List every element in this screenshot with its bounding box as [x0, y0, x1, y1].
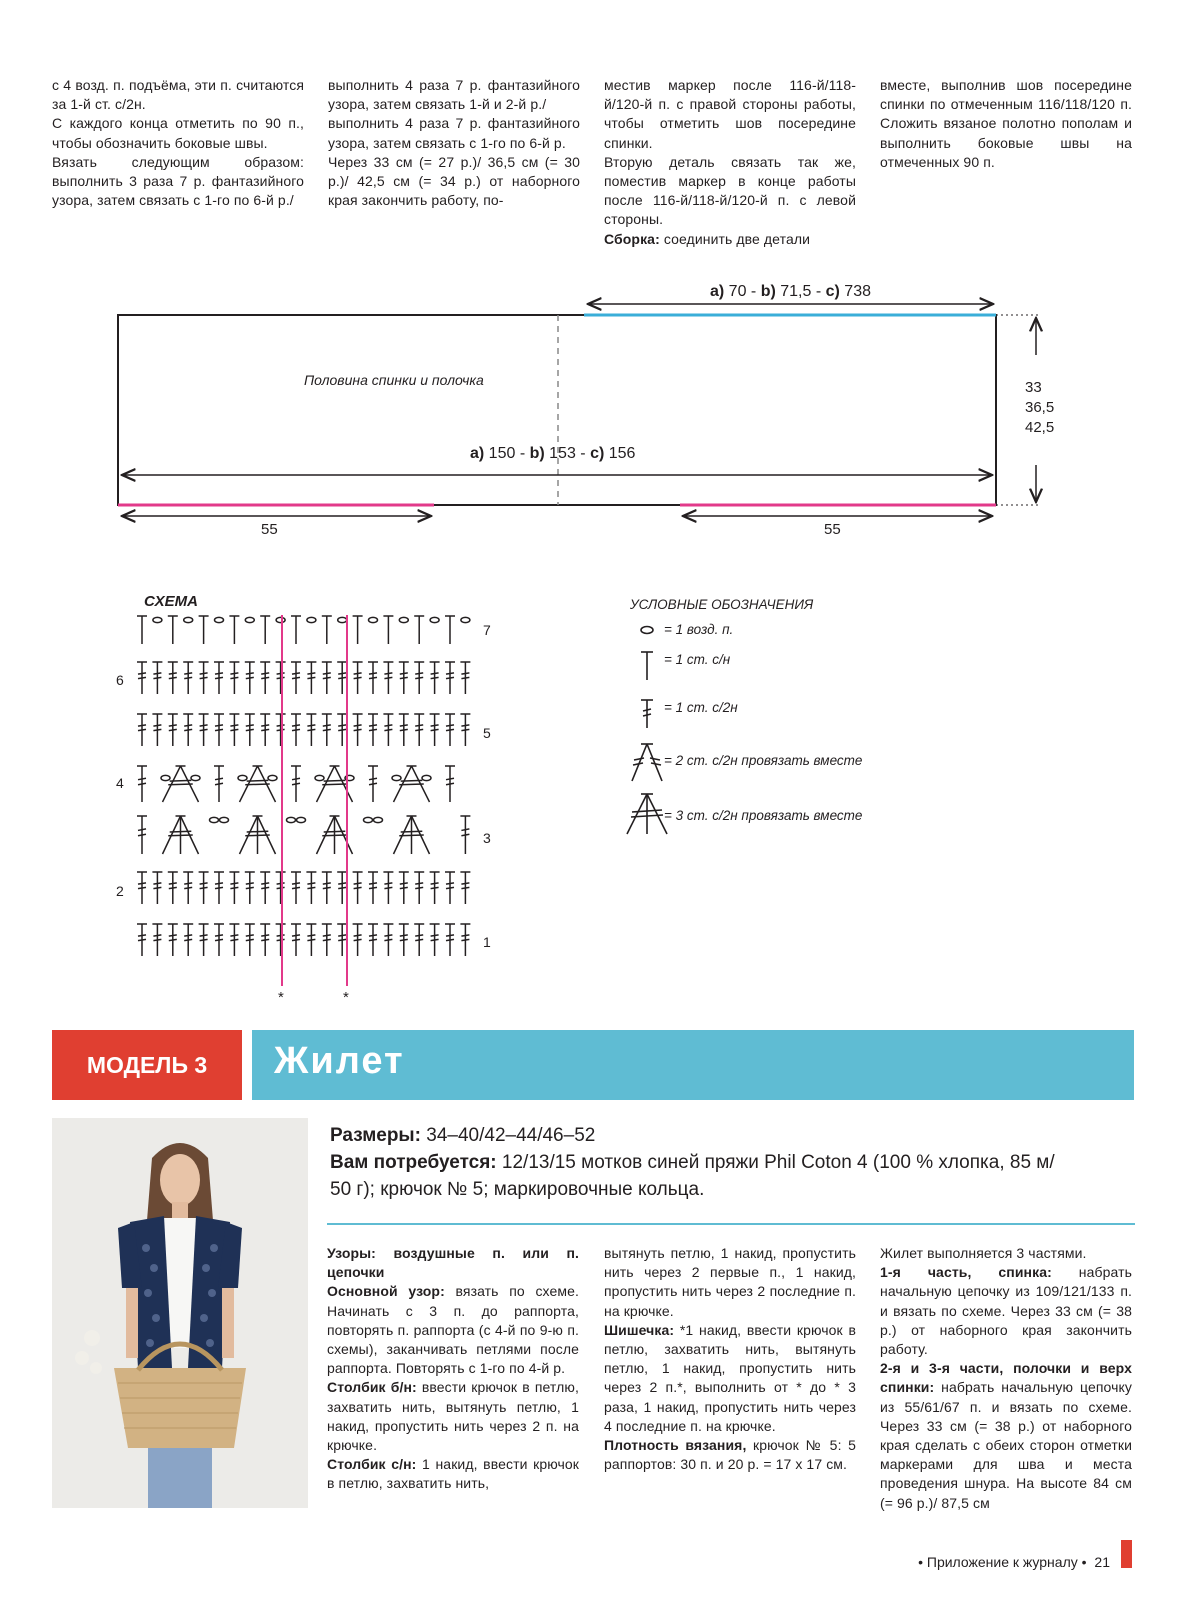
sizes-line	[330, 1122, 595, 1149]
hdc-stitch	[137, 816, 147, 854]
hdc-stitch	[229, 714, 239, 746]
paragraph: Шишечка: *1 накид, ввести крючок в петлю, захватить нить, вытянуть петлю, 1 накид, пропустить нить через 2 п.*, выполнить от * до * 3 раза, 1 накид, пропустить нить через 4 последние п. на крючке.	[604, 1321, 856, 1434]
chain-stitch	[287, 817, 296, 822]
hdc-stitch	[322, 714, 332, 746]
chain-stitch	[191, 775, 200, 780]
hdc-stitch	[168, 662, 178, 694]
row-number-6: 6	[116, 672, 124, 688]
crochet-chart	[110, 590, 510, 1010]
panel-label: Половина спинки и полочка	[304, 372, 484, 388]
top-column-2	[328, 76, 580, 210]
hdc-stitch	[368, 662, 378, 694]
paragraph: вытянуть петлю, 1 накид, пропустить нить через 2 первые п., 1 накид, пропустить нить через 2 последние п. на крючке.	[604, 1245, 856, 1319]
hdc-stitch	[337, 714, 347, 746]
model-badge	[52, 1030, 242, 1100]
hdc-stitch	[260, 924, 270, 956]
hdc-stitch	[322, 662, 332, 694]
cluster-stitch	[163, 766, 199, 802]
hdc-stitch	[337, 872, 347, 904]
sizes-label: Размеры:	[330, 1125, 421, 1146]
sc-stitch	[137, 616, 147, 644]
hdc-stitch	[353, 924, 363, 956]
hdc-stitch	[306, 662, 316, 694]
hdc-stitch	[291, 714, 301, 746]
bottom-column-2	[604, 1244, 856, 1474]
hdc-stitch	[214, 872, 224, 904]
top-column-4	[880, 76, 1132, 172]
chain-stitch	[238, 775, 247, 780]
chain-stitch	[161, 775, 170, 780]
hdc-stitch	[430, 662, 440, 694]
sc-stitch	[445, 616, 455, 644]
hdc-stitch	[445, 662, 455, 694]
top-column-3	[604, 76, 856, 249]
assembly-paragraph	[604, 230, 856, 249]
paragraph: С каждого конца отметить по 90 п., чтобы обозначить боковые швы.	[52, 115, 304, 151]
panel-outline	[118, 315, 996, 505]
paragraph: Вязать следующим образом: выполнить 3 раза 7 р. фантазийного узора, затем связать с 1-го по 6-й р./	[52, 153, 304, 209]
hdc-stitch	[199, 714, 209, 746]
materials-line-2	[330, 1176, 704, 1203]
sc-stitch	[229, 616, 239, 644]
hdc-stitch	[276, 924, 286, 956]
sc-stitch	[291, 616, 301, 644]
hdc-stitch	[199, 924, 209, 956]
hdc-stitch	[414, 872, 424, 904]
legend-item-sc: = 1 ст. с/н	[664, 652, 731, 667]
paragraph: Жилет выполняется 3 частями.	[880, 1245, 1087, 1261]
cluster-stitch	[163, 816, 199, 854]
cluster-stitch	[394, 816, 430, 854]
hdc-stitch	[368, 872, 378, 904]
chain-stitch	[268, 775, 277, 780]
two-together-icon	[632, 744, 662, 781]
hdc-stitch	[245, 662, 255, 694]
chain-stitch	[369, 617, 378, 622]
hdc-stitch	[291, 766, 301, 802]
row-number-1: 1	[483, 934, 491, 950]
paragraph: 2-я и 3-я части, полочки и верх спинки: набрать начальную цепочку из 55/61/67 п. и вязать по схеме. Через 33 см (= 38 р.) от наборного края сделать с обеих сторон отметки маркерами для шва и места проведения шнура. На высоте 84 см (= 96 р.)/ 87,5 см	[880, 1360, 1132, 1511]
row-number-7: 7	[483, 622, 491, 638]
chain-stitch	[392, 775, 401, 780]
chain-stitch	[276, 617, 285, 622]
chain-stitch	[220, 817, 229, 822]
chain-stitch	[184, 617, 193, 622]
hdc-stitch	[368, 766, 378, 802]
chain-stitch	[297, 817, 306, 822]
page-number: 21	[1094, 1554, 1110, 1570]
hdc-stitch	[306, 924, 316, 956]
sc-stitch	[353, 616, 363, 644]
legend-item-chain: = 1 возд. п.	[664, 622, 734, 637]
materials-line	[330, 1149, 1055, 1176]
paragraph: 1-я часть, спинка: набрать начальную цепочку из 109/121/133 п. и вязать по схеме. Через 33 см (= 38 р.) от наборного края закончить работу.	[880, 1264, 1132, 1358]
row-number-5: 5	[483, 725, 491, 741]
chain-stitch	[399, 617, 408, 622]
hdc-stitch	[183, 924, 193, 956]
hdc-stitch	[306, 714, 316, 746]
hdc-stitch	[152, 714, 162, 746]
hdc-stitch	[137, 766, 147, 802]
hdc-stitch	[214, 662, 224, 694]
legend-title: УСЛОВНЫЕ ОБОЗНАЧЕНИЯ	[630, 597, 814, 612]
repeat-marker-left: *	[278, 989, 284, 1006]
legend-item-2tog: = 2 ст. с/2н провязать вместе	[664, 753, 863, 768]
hdc-stitch	[353, 714, 363, 746]
hdc-stitch	[229, 872, 239, 904]
scheme-title: СХЕМА	[144, 593, 198, 610]
section-divider	[327, 1223, 1135, 1225]
page-footer	[918, 1554, 1110, 1570]
single-crochet-icon	[641, 652, 653, 680]
hdc-stitch	[322, 872, 332, 904]
hdc-stitch	[183, 714, 193, 746]
chain-stitch	[307, 617, 316, 622]
chain-stitch	[315, 775, 324, 780]
hdc-stitch	[260, 662, 270, 694]
hdc-stitch	[291, 924, 301, 956]
chain-stitch	[364, 817, 373, 822]
hdc-stitch	[214, 766, 224, 802]
hdc-stitch	[414, 662, 424, 694]
hdc-stitch	[399, 872, 409, 904]
cluster-stitch	[394, 766, 430, 802]
legend-item-hdc: = 1 ст. с/2н	[664, 700, 738, 715]
hdc-stitch	[460, 924, 470, 956]
hdc-stitch	[137, 924, 147, 956]
hdc-stitch	[229, 924, 239, 956]
paragraph: вместе, выполнив шов посередине спинки по отмеченным 116/118/120 п. Сложить вязаное полотно пополам и выполнить боковые швы на отмеченных 90 п.	[880, 77, 1132, 170]
chain-stitch	[215, 617, 224, 622]
garment-schematic	[0, 270, 1192, 550]
hdc-stitch	[460, 816, 470, 854]
hdc-stitch	[199, 872, 209, 904]
hdc-stitch	[430, 924, 440, 956]
chain-stitch	[461, 617, 470, 622]
bottom-right-value: 55	[824, 521, 841, 538]
footer-text: • Приложение к журналу •	[918, 1554, 1087, 1570]
hdc-stitch	[168, 924, 178, 956]
model-title: Жилет	[274, 1040, 405, 1082]
hdc-stitch	[383, 714, 393, 746]
hdc-stitch	[168, 872, 178, 904]
hdc-stitch	[291, 662, 301, 694]
page-accent-bar	[1121, 1540, 1132, 1568]
hdc-stitch	[214, 924, 224, 956]
hdc-stitch	[399, 662, 409, 694]
hdc-stitch	[214, 714, 224, 746]
bottom-column-3	[880, 1244, 1132, 1513]
chain-stitch	[210, 817, 219, 822]
bottom-left-value: 55	[261, 521, 278, 538]
top-column-1	[52, 76, 304, 210]
hdc-stitch	[368, 924, 378, 956]
model-badge-label: МОДЕЛЬ 3	[86, 1051, 208, 1078]
hdc-stitch	[460, 872, 470, 904]
hdc-stitch	[152, 924, 162, 956]
hdc-stitch	[368, 714, 378, 746]
hdc-stitch	[168, 714, 178, 746]
half-double-crochet-icon	[641, 700, 653, 728]
hdc-stitch	[414, 924, 424, 956]
hdc-stitch	[399, 714, 409, 746]
hdc-stitch	[229, 662, 239, 694]
materials-value: 12/13/15 мотков синей пряжи Phil Coton 4 (100 % хлопка, 85 м/	[496, 1152, 1055, 1173]
paragraph: Столбик с/н: 1 накид, ввести крючок в петлю, захватить нить,	[327, 1456, 579, 1492]
hdc-stitch	[183, 872, 193, 904]
hdc-stitch	[291, 872, 301, 904]
hdc-stitch	[460, 662, 470, 694]
hdc-stitch	[276, 714, 286, 746]
hdc-stitch	[306, 872, 316, 904]
height-value-3: 42,5	[1025, 419, 1055, 436]
hdc-stitch	[137, 872, 147, 904]
paragraph: Столбик б/н: ввести крючок в петлю, захватить нить, вытянуть петлю, 1 накид, пропустить нить через 2 п. на крючке.	[327, 1379, 579, 1454]
scheme-rows	[137, 616, 470, 956]
hdc-stitch	[445, 924, 455, 956]
row-number-2: 2	[116, 883, 124, 899]
three-together-icon	[627, 794, 667, 834]
hdc-stitch	[137, 662, 147, 694]
cluster-stitch	[240, 766, 276, 802]
sizes-value: 34–40/42–44/46–52	[420, 1125, 596, 1146]
hdc-stitch	[414, 714, 424, 746]
hdc-stitch	[353, 662, 363, 694]
hdc-stitch	[199, 662, 209, 694]
row-number-4: 4	[116, 775, 124, 791]
hdc-stitch	[260, 872, 270, 904]
model-photo	[52, 1118, 308, 1508]
hdc-stitch	[383, 662, 393, 694]
bottom-column-1	[327, 1244, 579, 1494]
paragraph: Через 33 см (= 27 р.)/ 36,5 см (= 30 р.)/ 42,5 см (= 34 р.) от наборного края закончить работу, по-	[328, 153, 580, 209]
symbol-legend	[596, 596, 916, 846]
hdc-stitch	[399, 924, 409, 956]
sc-stitch	[322, 616, 332, 644]
sc-stitch	[383, 616, 393, 644]
title-banner	[252, 1030, 1134, 1100]
paragraph: Узоры: воздушные п. или п. цепочки	[327, 1245, 579, 1281]
paragraph: Основной узор: вязать по схеме. Начинать с 3 п. до раппорта, повторять п. раппорта (с 4-й по 9-ю п. схемы), заканчивать петлями после раппорта. Повторять с 1-го по 4-й р.	[327, 1283, 579, 1377]
hdc-stitch	[260, 714, 270, 746]
chain-stitch	[374, 817, 383, 822]
hdc-stitch	[383, 924, 393, 956]
hdc-stitch	[322, 924, 332, 956]
chain-stitch	[245, 617, 254, 622]
paragraph: с 4 возд. п. подъёма, эти п. считаются за 1-й ст. с/2н.	[52, 77, 304, 113]
repeat-marker-right: *	[343, 989, 349, 1006]
sc-stitch	[168, 616, 178, 644]
height-value-2: 36,5	[1025, 399, 1055, 416]
hdc-stitch	[460, 714, 470, 746]
hdc-stitch	[445, 714, 455, 746]
hdc-stitch	[152, 662, 162, 694]
hdc-stitch	[245, 924, 255, 956]
hdc-stitch	[183, 662, 193, 694]
sc-stitch	[199, 616, 209, 644]
hdc-stitch	[245, 872, 255, 904]
hdc-stitch	[383, 872, 393, 904]
hdc-stitch	[445, 766, 455, 802]
assembly-text: соединить две детали	[659, 230, 811, 247]
height-value-1: 33	[1025, 379, 1042, 396]
row-number-3: 3	[483, 830, 491, 846]
hdc-stitch	[276, 662, 286, 694]
assembly-label: Сборка:	[604, 230, 660, 247]
hdc-stitch	[430, 872, 440, 904]
chain-stitch	[338, 617, 347, 622]
legend-item-3tog: = 3 ст. с/2н провязать вместе	[664, 808, 863, 823]
paragraph: Плотность вязания, крючок № 5: 5 раппортов: 30 п. и 20 р. = 17 х 17 см.	[604, 1437, 856, 1473]
sc-stitch	[414, 616, 424, 644]
hdc-stitch	[430, 714, 440, 746]
paragraph: выполнить 4 раза 7 р. фантазийного узора, затем связать 1-й и 2-й р./	[328, 77, 580, 113]
hdc-stitch	[137, 714, 147, 746]
chain-stitch	[430, 617, 439, 622]
paragraph: Вторую деталь связать так же, поместив маркер в конце работы после 116-й/118-й/120-й п. с левой стороны.	[604, 153, 856, 228]
hdc-stitch	[353, 872, 363, 904]
paragraph: местив маркер после 116-й/118-й/120-й п. с правой стороны работы, чтобы отметить шов посередине спинки.	[604, 77, 856, 151]
top-dimension-label: a) 70 - b) 71,5 - c) 738	[710, 283, 871, 300]
width-dimension-label: a) 150 - b) 153 - c) 156	[470, 445, 636, 462]
cluster-stitch	[240, 816, 276, 854]
chain-stitch	[153, 617, 162, 622]
materials-value-cont: 50 г); крючок № 5; маркировочные кольца.	[330, 1179, 705, 1200]
hdc-stitch	[152, 872, 162, 904]
chain-stitch-icon	[641, 627, 653, 634]
chain-stitch	[422, 775, 431, 780]
hdc-stitch	[337, 924, 347, 956]
sc-stitch	[260, 616, 270, 644]
materials-label: Вам потребуется:	[330, 1152, 497, 1173]
hdc-stitch	[276, 872, 286, 904]
hdc-stitch	[245, 714, 255, 746]
hdc-stitch	[445, 872, 455, 904]
hdc-stitch	[337, 662, 347, 694]
photo-illustration	[52, 1118, 308, 1508]
paragraph: выполнить 4 раза 7 р. фантазийного узора, затем связать с 1-го по 6-й р.	[328, 115, 580, 151]
